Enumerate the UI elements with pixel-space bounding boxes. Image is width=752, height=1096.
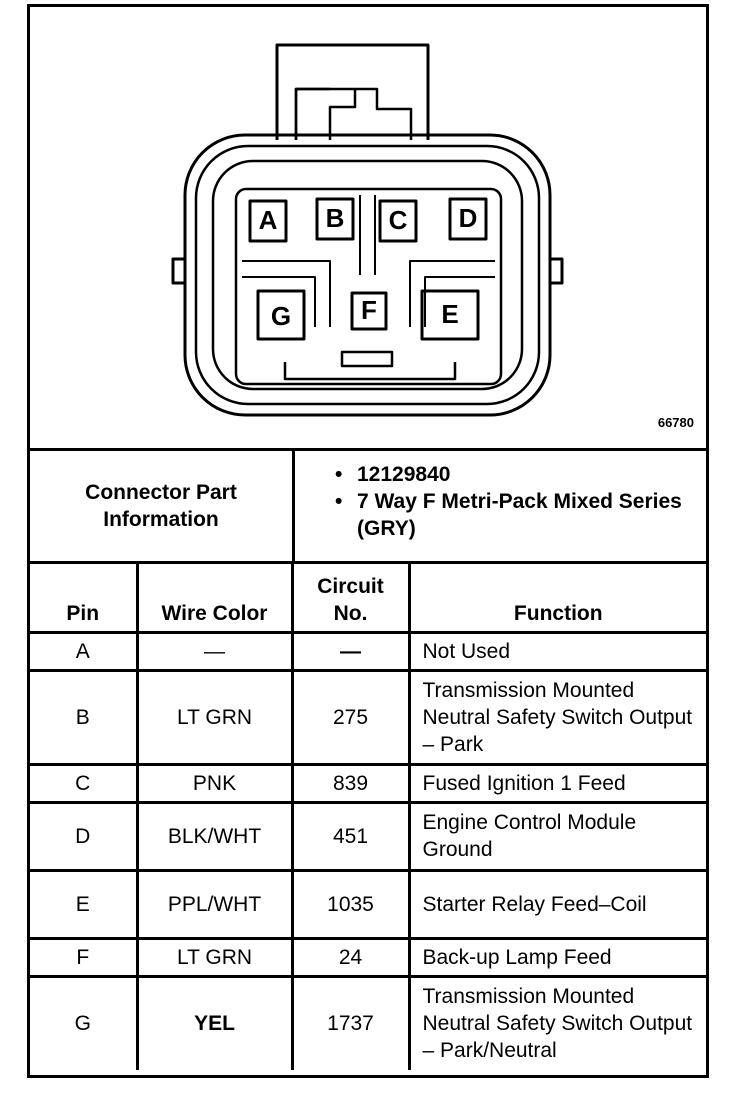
connector-info-label: [30, 451, 295, 561]
table-row: [30, 976, 706, 1070]
connector-sheet: [27, 4, 709, 1078]
connector-info-bullets: [335, 461, 695, 542]
cell-circuit: 275: [292, 670, 409, 764]
cell-wire-color: PNK: [137, 764, 292, 802]
cell-function: Back-up Lamp Feed: [409, 938, 706, 976]
connector-description: 7 Way F Metri-Pack Mixed Series (GRY): [357, 490, 682, 540]
connector-diagram: [30, 7, 706, 451]
cell-circuit: —: [292, 632, 409, 670]
connector-info-label-line2: Information: [103, 508, 219, 531]
connector-info-label-line1: Connector Part: [85, 481, 237, 504]
cell-function: Transmission Mounted Neutral Safety Switch Output – Park: [409, 670, 706, 764]
cell-circuit: 451: [292, 802, 409, 870]
pin-label-A: A: [258, 205, 278, 235]
header-circuit-line2: No.: [333, 601, 368, 625]
polarization-key: [342, 352, 392, 366]
cell-function: Transmission Mounted Neutral Safety Switch Output – Park/Neutral: [409, 976, 706, 1070]
connector-face-drawing: [30, 7, 706, 448]
bullet-dot: •: [335, 463, 343, 486]
table-row: [30, 802, 706, 870]
cell-function: Fused Ignition 1 Feed: [409, 764, 706, 802]
connector-info-row: [30, 451, 706, 564]
cell-pin: A: [30, 632, 137, 670]
header-circuit-no: [292, 564, 409, 632]
bullet-dot: •: [335, 490, 343, 513]
pin-label-C: C: [388, 205, 408, 235]
table-row: [30, 938, 706, 976]
cell-pin: F: [30, 938, 137, 976]
pin-label-E: E: [441, 299, 459, 329]
cell-wire-color: LT GRN: [137, 938, 292, 976]
cell-circuit: 1035: [292, 870, 409, 938]
cell-pin: C: [30, 764, 137, 802]
connector-outer-shell: [185, 135, 550, 415]
header-function: Function: [409, 564, 706, 632]
cell-wire-color: LT GRN: [137, 670, 292, 764]
figure-number: 66780: [657, 415, 694, 430]
part-number: 12129840: [357, 463, 451, 486]
table-row: [30, 632, 706, 670]
cell-function: Starter Relay Feed–Coil: [409, 870, 706, 938]
cell-pin: B: [30, 670, 137, 764]
bullet-part-number: [335, 461, 695, 488]
cell-circuit: 24: [292, 938, 409, 976]
table-header-row: [30, 564, 706, 632]
pin-label-F: F: [361, 295, 377, 325]
cell-wire-color: BLK/WHT: [137, 802, 292, 870]
cell-function: Engine Control Module Ground: [409, 802, 706, 870]
pin-table: [30, 564, 706, 1070]
cell-wire-color: PPL/WHT: [137, 870, 292, 938]
pin-label-D: D: [458, 203, 478, 233]
header-circuit-line1: Circuit: [317, 574, 384, 598]
cell-wire-color: YEL: [137, 976, 292, 1070]
cell-pin: D: [30, 802, 137, 870]
pin-label-G: G: [270, 301, 292, 331]
left-side-tab: [173, 259, 185, 283]
header-pin: Pin: [30, 564, 137, 632]
bullet-description: [335, 488, 695, 542]
cell-wire-color: —: [137, 632, 292, 670]
table-row: [30, 670, 706, 764]
cell-circuit: 839: [292, 764, 409, 802]
cell-pin: E: [30, 870, 137, 938]
right-side-tab: [550, 259, 562, 283]
header-wire-color: Wire Color: [137, 564, 292, 632]
cell-pin: G: [30, 976, 137, 1070]
table-row: [30, 764, 706, 802]
cell-circuit: 1737: [292, 976, 409, 1070]
latch-tab: [277, 45, 428, 140]
cell-function: Not Used: [409, 632, 706, 670]
table-row: [30, 870, 706, 938]
pin-label-B: B: [325, 203, 345, 233]
